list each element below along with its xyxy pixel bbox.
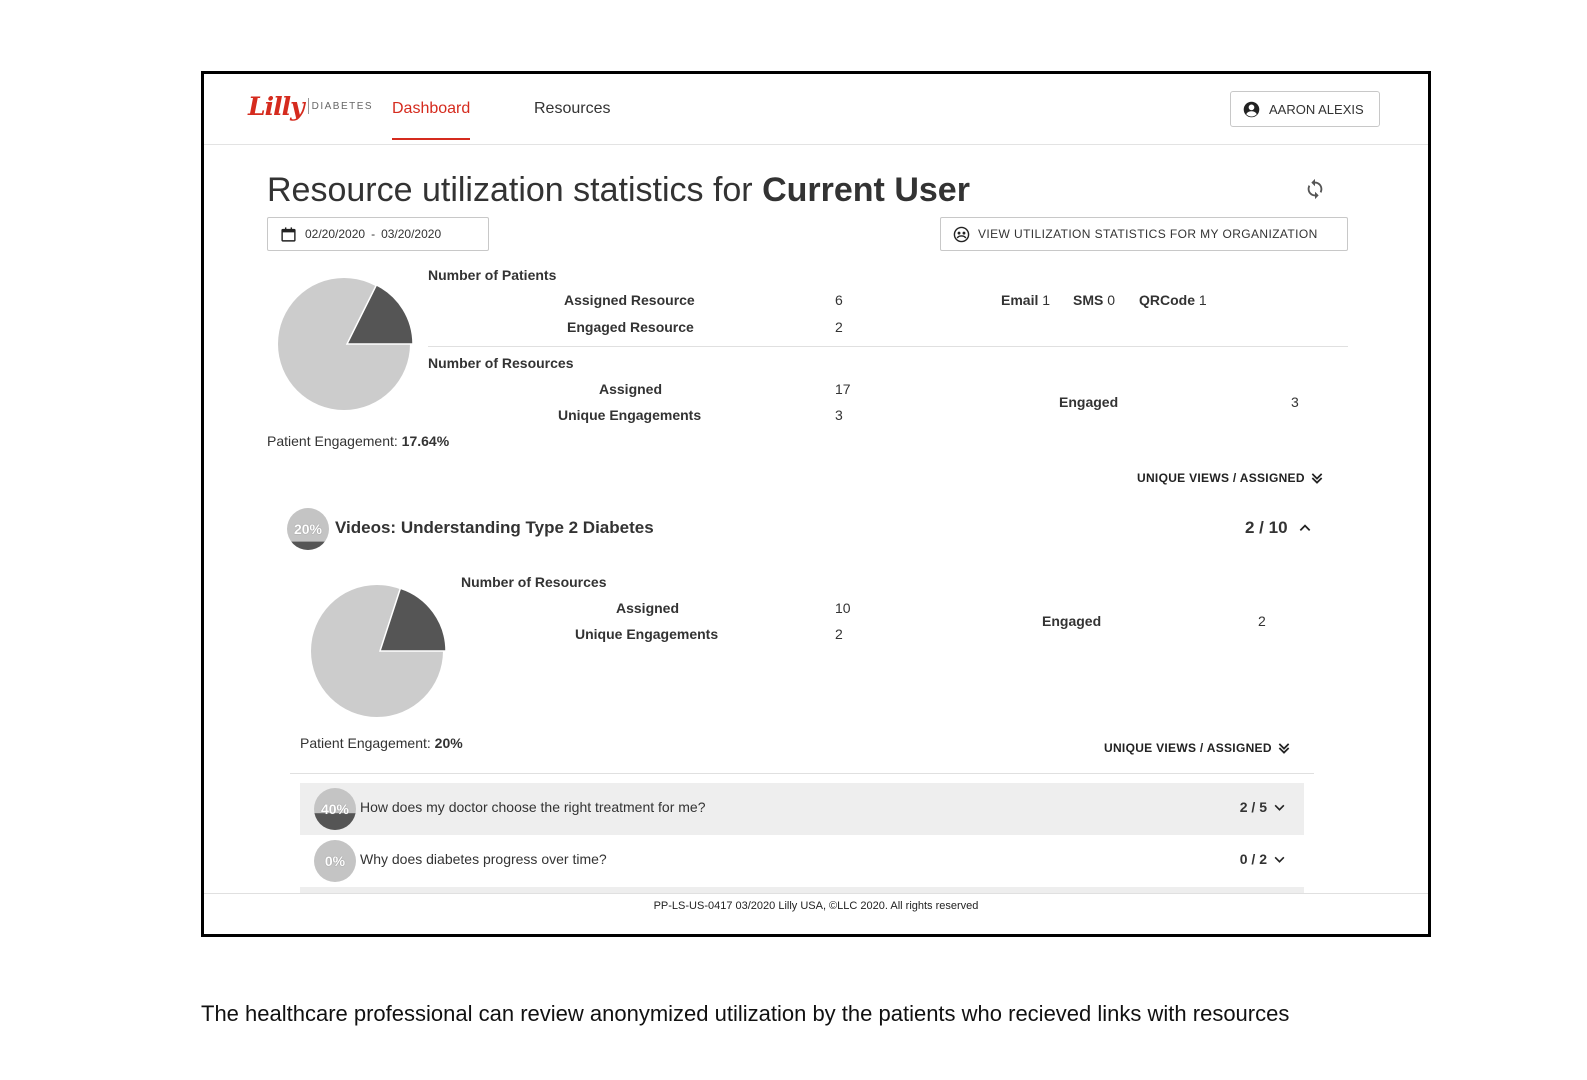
group-assigned-label: Assigned [616,600,680,616]
unique-engagements-label: Unique Engagements [558,407,702,423]
double-chevron-down-icon [1277,741,1291,755]
group-patient-engagement-label: Patient Engagement: [300,735,431,751]
group-divider [290,773,1314,774]
group-toggle[interactable] [1245,518,1312,538]
patient-engagement [267,433,449,449]
refresh-icon[interactable] [1304,178,1326,200]
group-title: Videos: Understanding Type 2 Diabetes [335,518,654,537]
item-percent-badge [314,840,356,882]
logo-word: DIABETES [311,100,374,112]
engaged-label: Engaged [1059,394,1119,410]
chevron-down-icon [1273,853,1286,866]
group-assigned-value: 10 [835,600,851,616]
account-circle-icon [1243,101,1260,118]
unique-engagements-value: 3 [835,407,843,423]
tab-resources[interactable]: Resources [534,100,611,117]
patient-engagement-value: 17.64% [401,433,450,449]
item-toggle[interactable] [1240,799,1286,815]
page-title-subject: Current User [762,171,970,209]
chevron-down-icon [1273,801,1286,814]
view-organization-stats-label: VIEW UTILIZATION STATISTICS FOR MY ORGANIZATION [978,227,1318,241]
resources-heading: Number of Resources [428,355,574,371]
summary-divider [428,346,1348,347]
calendar-icon [280,226,297,243]
footer-text: PP-LS-US-0417 03/2020 Lilly USA, ©LLC 2020. All rights reserved [653,900,979,912]
assigned-label: Assigned [599,381,663,397]
item-count: 0 / 2 [1239,851,1267,867]
group-unique-engagements-label: Unique Engagements [575,626,719,642]
group-pie-chart [311,582,449,720]
group-sort-unique-views-label: UNIQUE VIEWS / ASSIGNED [1104,741,1272,755]
patients-heading: Number of Patients [428,267,557,283]
summary-pie-chart [278,275,416,413]
channel-qrcode-value: 1 [1198,292,1207,308]
date-end: 03/20/2020 [381,227,442,241]
chevron-up-icon [1298,521,1312,535]
engaged-value: 3 [1291,394,1299,410]
page-title [267,171,970,210]
group-unique-engagements-value: 2 [835,626,843,642]
sort-unique-views-button[interactable] [1137,471,1324,485]
item-badge-text: 40% [320,801,350,817]
date-start: 02/20/2020 [305,227,366,241]
item-question: Why does diabetes progress over time? [360,851,607,867]
user-account-button[interactable] [1230,91,1380,127]
engaged-resource-value: 2 [835,319,843,335]
group-percent-badge [287,508,329,550]
resource-item-row[interactable] [300,835,1304,887]
group-engaged-value: 2 [1258,613,1266,629]
organization-icon [953,226,970,243]
app-window [201,71,1431,937]
channel-email-label: Email [1001,292,1039,308]
group-badge-text: 20% [293,521,323,537]
group-resources-heading: Number of Resources [461,574,607,590]
item-toggle[interactable] [1240,851,1286,867]
screenshot-caption: The healthcare professional can review anonymized utilization by the patients who recieved links with resources [201,1001,1290,1026]
group-patient-engagement-value: 20% [434,735,463,751]
channel-sms [1073,292,1115,308]
channel-email [1001,292,1050,308]
user-name: AARON ALEXIS [1269,101,1364,117]
group-engaged-label: Engaged [1042,613,1102,629]
sort-unique-views-label: UNIQUE VIEWS / ASSIGNED [1137,471,1305,485]
channel-qrcode-label: QRCode [1139,292,1195,308]
item-count: 2 / 5 [1239,799,1267,815]
resource-item-row[interactable] [300,783,1304,835]
date-range-picker[interactable] [267,217,489,251]
group-sort-unique-views-button[interactable] [1104,741,1291,755]
group-patient-engagement [300,735,463,751]
double-chevron-down-icon [1310,471,1324,485]
group-count: 2 / 10 [1245,518,1288,537]
view-organization-stats-button[interactable] [940,217,1348,251]
logo-divider [308,98,309,114]
tab-dashboard[interactable]: Dashboard [392,96,470,140]
top-navigation-bar [204,74,1428,145]
date-separator: - [371,227,376,241]
channel-sms-value: 0 [1107,292,1116,308]
assigned-value: 17 [835,381,851,397]
item-percent-badge [314,788,356,830]
assigned-resource-value: 6 [835,292,843,308]
logo-script: Lilly [248,91,304,121]
engaged-resource-label: Engaged Resource [567,319,694,335]
item-badge-text: 0% [324,853,346,869]
item-question: How does my doctor choose the right treatment for me? [360,799,706,815]
channel-sms-label: SMS [1073,292,1104,308]
channel-qrcode [1139,292,1207,308]
patient-engagement-label: Patient Engagement: [267,433,398,449]
channel-email-value: 1 [1042,292,1051,308]
assigned-resource-label: Assigned Resource [564,292,695,308]
page-title-prefix: Resource utilization statistics for [267,171,753,209]
footer [204,893,1428,937]
lilly-diabetes-logo[interactable] [248,88,373,124]
